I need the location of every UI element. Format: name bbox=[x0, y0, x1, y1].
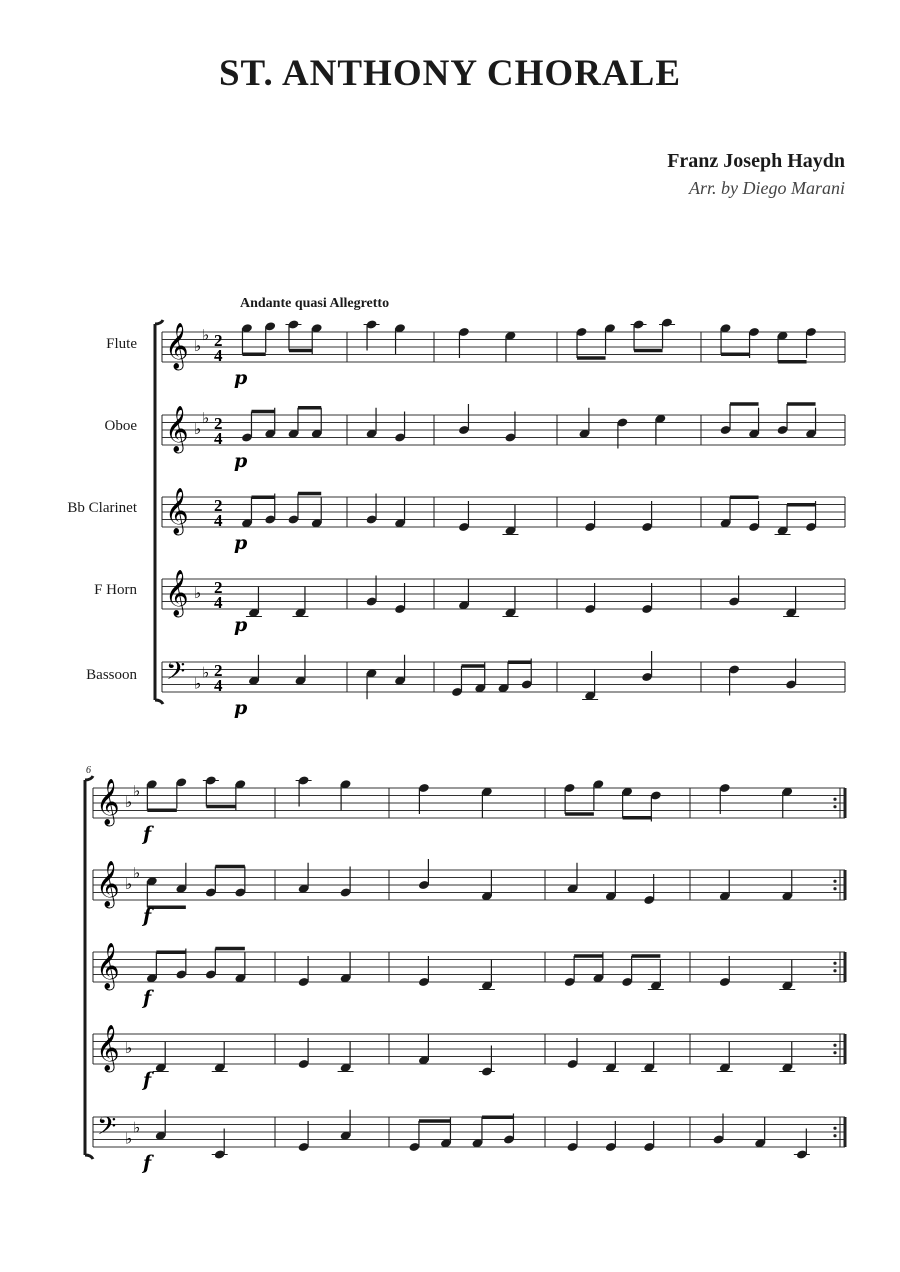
s1-staff-4-treble-clef: 𝄞 bbox=[165, 570, 189, 616]
s1-staff-5-flat-sign: ♭ bbox=[202, 663, 210, 682]
s2-staff-3-dynamic: f bbox=[143, 987, 152, 1009]
s2-staff-4-treble-clef: 𝄞 bbox=[96, 1025, 120, 1071]
s1-staff-2-time-top: 2 bbox=[214, 414, 223, 433]
s1-staff-5-flat-sign: ♭ bbox=[194, 674, 202, 693]
s1-staff-1-flat-sign: ♭ bbox=[202, 325, 210, 344]
s2-staff-4-flat-sign: ♭ bbox=[125, 1039, 133, 1057]
instrument-label-flute: Flute bbox=[106, 336, 137, 352]
s2-staff-4-repeat-dot bbox=[833, 1051, 836, 1054]
s2-staff-1-repeat-dot bbox=[833, 805, 836, 808]
composer-name: Franz Joseph Haydn bbox=[667, 150, 845, 172]
s2-staff-2-flat-sign: ♭ bbox=[125, 875, 133, 893]
s1-staff-4-time-bottom: 4 bbox=[214, 593, 223, 612]
s1-staff-3-dynamic: p bbox=[234, 532, 248, 554]
s2-staff-3-repeat-dot bbox=[833, 969, 836, 972]
s1-staff-3-treble-clef: 𝄞 bbox=[165, 488, 189, 534]
s1-staff-3-time-bottom: 4 bbox=[214, 511, 223, 530]
s2-staff-3-treble-clef: 𝄞 bbox=[96, 943, 120, 989]
s1-staff-5-bass-clef: 𝄢 bbox=[166, 657, 186, 692]
measure-number: 6 bbox=[86, 765, 91, 776]
s2-staff-2-repeat-dot bbox=[833, 880, 836, 883]
s1-staff-4-dynamic: p bbox=[234, 614, 248, 636]
s2-staff-5-flat-sign: ♭ bbox=[133, 1118, 141, 1137]
s2-staff-2-flat-sign: ♭ bbox=[133, 863, 141, 882]
s1-staff-5-time-top: 2 bbox=[214, 661, 223, 680]
s2-staff-1-flat-sign: ♭ bbox=[125, 793, 133, 811]
s2-staff-2-dynamic: f bbox=[143, 905, 152, 927]
s2-bracket bbox=[85, 776, 93, 1159]
s1-staff-5-dynamic: p bbox=[234, 697, 248, 719]
s2-staff-5-repeat-dot bbox=[833, 1134, 836, 1137]
s1-staff-1-time-bottom: 4 bbox=[214, 346, 223, 365]
s2-staff-5-flat-sign: ♭ bbox=[125, 1129, 133, 1148]
s1-staff-2-treble-clef: 𝄞 bbox=[165, 406, 189, 452]
s1-staff-1-time-top: 2 bbox=[214, 331, 223, 350]
s2-staff-5-dynamic: f bbox=[143, 1152, 152, 1174]
s1-staff-4-time-top: 2 bbox=[214, 578, 223, 597]
arranger-credit: Arr. by Diego Marani bbox=[689, 178, 845, 198]
s1-staff-1-dynamic: p bbox=[234, 367, 248, 389]
instrument-label-clarinet: Bb Clarinet bbox=[67, 500, 137, 516]
s2-staff-1-treble-clef: 𝄞 bbox=[96, 779, 120, 825]
s1-staff-4-flat-sign: ♭ bbox=[194, 584, 202, 602]
s2-staff-1-dynamic: f bbox=[143, 823, 152, 845]
s1-staff-2-flat-sign: ♭ bbox=[194, 420, 202, 438]
s2-staff-4-repeat-dot bbox=[833, 1044, 836, 1047]
instrument-label-bassoon: Bassoon bbox=[86, 667, 137, 683]
s2-staff-2-repeat-dot bbox=[833, 887, 836, 890]
s1-staff-1-treble-clef: 𝄞 bbox=[165, 323, 189, 369]
instrument-label-horn: F Horn bbox=[94, 582, 137, 598]
s2-staff-4-dynamic: f bbox=[143, 1069, 152, 1091]
s2-staff-5-repeat-dot bbox=[833, 1127, 836, 1130]
s1-staff-3-time-top: 2 bbox=[214, 496, 223, 515]
score-title: ST. ANTHONY CHORALE bbox=[218, 53, 682, 94]
s1-staff-2-flat-sign: ♭ bbox=[202, 408, 210, 427]
s2-staff-2-treble-clef: 𝄞 bbox=[96, 861, 120, 907]
instrument-label-oboe: Oboe bbox=[104, 418, 137, 434]
s1-staff-5-time-bottom: 4 bbox=[214, 676, 223, 695]
s2-staff-1-repeat-dot bbox=[833, 798, 836, 801]
s1-staff-1-flat-sign: ♭ bbox=[194, 337, 202, 355]
s2-staff-5-bass-clef: 𝄢 bbox=[97, 1112, 117, 1147]
s1-staff-2-dynamic: p bbox=[234, 450, 248, 472]
s2-staff-1-flat-sign: ♭ bbox=[133, 781, 141, 800]
tempo-marking: Andante quasi Allegretto bbox=[240, 296, 390, 311]
s1-staff-2-time-bottom: 4 bbox=[214, 429, 223, 448]
s2-staff-3-repeat-dot bbox=[833, 962, 836, 965]
